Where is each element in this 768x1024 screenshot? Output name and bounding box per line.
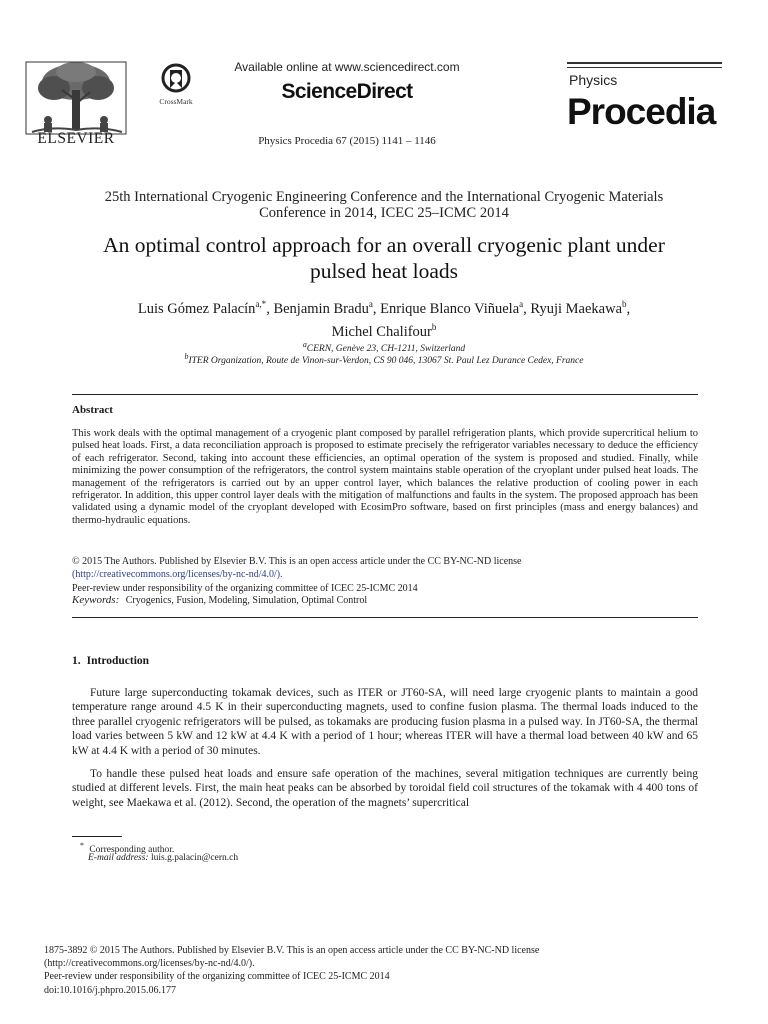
license-line: © 2015 The Authors. Published by Elsevier B.V. This is an open access article under the CC BY-NC-ND license: [72, 556, 522, 567]
footnote-rule: [72, 836, 122, 837]
section-title: Introduction: [86, 655, 150, 667]
author-separator: ,: [266, 300, 274, 317]
email-label: E-mail address:: [88, 853, 149, 863]
author-separator: ,: [523, 300, 531, 317]
abstract-bottom-rule: [72, 617, 698, 618]
footer-license-link[interactable]: (http://creativecommons.org/licenses/by-nc-nd/4.0/).: [44, 958, 255, 969]
peer-review-text: Peer-review under responsibility of the organizing committee of ICEC 25-ICMC 2014: [72, 583, 418, 594]
author-name: Enrique Blanco Viñuela: [380, 300, 520, 317]
affiliation-text: CERN, Genève 23, CH-1211, Switzerland: [306, 344, 466, 355]
title-line: pulsed heat loads: [309, 259, 459, 283]
author-affil-mark: a: [519, 299, 524, 309]
journal-brand-rule: [567, 62, 722, 64]
crossmark-label: CrossMark: [159, 97, 193, 106]
section-number: 1.: [72, 655, 81, 667]
conference-line: 25th International Cryogenic Engineering Conference and the International Cryogenic Materials: [104, 189, 664, 205]
available-online-text: Available online at www.sciencedirect.com: [234, 60, 460, 74]
keywords-list: Cryogenics, Fusion, Modeling, Simulation, Optimal Control: [125, 595, 368, 606]
journal-reference: Physics Procedia 67 (2015) 1141 – 1146: [258, 135, 436, 147]
body-paragraph: Future large superconducting tokamak devices, such as ITER or JT60-SA, will need large cryogenic plants to maintain a good temperature range around 4.5 K in their superconducting magnets, used to confine fusion plasma. The thermal loads induced to the three parallel cryogenic refrigerators will be pulsed, as tokamaks are producing fusion plasma in a pulsed way. In JT60-SA, the thermal load varies between 5 kW and 12 kW at 4.4 K with a period of 1 hour; whereas ITER will have a thermal load between 40 kW and 65 kW at 4.4 K with a period of 30 minutes.: [72, 687, 698, 757]
footer-doi[interactable]: doi:10.1016/j.phpro.2015.06.177: [44, 985, 176, 996]
abstract-text: This work deals with the optimal management of a cryogenic plant composed by parallel refrigeration plants, which provide supercritical helium to pulsed heat loads. First, a data reconciliation approach is proposed to estimate precisely the refrigerator variables necessary to deduce the efficiency of each refrigerator. Second, taking into account these efficiencies, an optimal operation of the system is proposed and studied. Finally, while minimizing the power consumption of the refrigerators, the control system maintains stable operation of the cryoplant under pulsed heat loads. The management of the refrigerators is carried out by an upper control layer, which balances the relative production of cooling power in each refrigerator. In addition, this upper control layer deals with the mitigation of malfunctions and faults in the system. The proposed approach has been validated using a dynamic model of the cryoplant developed with EcosimPro software, based on first principles (mass and energy balances) and thermo-hydraulic equations.: [72, 428, 698, 526]
author-affil-mark: a: [368, 299, 373, 309]
conference-line: Conference in 2014, ICEC 25–ICMC 2014: [259, 204, 509, 221]
journal-brand-big: Procedia: [567, 91, 716, 132]
author-list: [40, 295, 728, 342]
footnote-text: Corresponding author.: [89, 845, 175, 856]
affiliation-mark: b: [184, 352, 189, 361]
affiliation: [40, 352, 728, 366]
author-separator: ,: [372, 300, 381, 317]
footer-license: 1875-3892 © 2015 The Authors. Published by Elsevier B.V. This is an open access article under the CC BY-NC-ND license: [44, 945, 540, 956]
abstract-heading: Abstract: [72, 404, 113, 416]
paper-title: [40, 232, 728, 284]
keywords-label: Keywords:: [72, 594, 120, 606]
publisher-name: ELSEVIER: [37, 130, 115, 147]
author-name: Ryuji Maekawa: [530, 300, 623, 317]
affiliation-text: ITER Organization, Route de Vinon-sur-Verdon, CS 90 046, 13067 St. Paul Lez Durance Cedex, France: [188, 356, 584, 367]
author-name: Michel Chalifour: [331, 324, 432, 341]
crossmark-icon[interactable]: [150, 62, 202, 114]
author-name: Luis Gómez Palacín: [137, 300, 256, 317]
sciencedirect-logo: ScienceDirect: [281, 80, 413, 103]
abstract-top-rule: [72, 394, 698, 395]
author-affil-mark: a,*: [255, 299, 267, 309]
footer-peer-review: Peer-review under responsibility of the organizing committee of ICEC 25-ICMC 2014: [44, 971, 390, 982]
author-name: Benjamin Bradu: [273, 300, 369, 317]
journal-brand-rule: [567, 67, 722, 68]
email-address[interactable]: luis.g.palacin@cern.ch: [150, 853, 239, 863]
license-link[interactable]: (http://creativecommons.org/licenses/by-nc-nd/4.0/).: [72, 569, 283, 580]
conference-name: [40, 190, 728, 221]
footnote-mark: *: [80, 841, 84, 850]
affiliation-mark: a: [302, 340, 307, 349]
title-line: An optimal control approach for an overall cryogenic plant under: [103, 233, 665, 257]
author-affil-mark: b: [431, 322, 437, 333]
section-heading: [72, 655, 149, 667]
author-separator: ,: [626, 300, 631, 317]
author-affil-mark: b: [622, 299, 627, 309]
keywords: [72, 594, 698, 607]
footnote-email: [88, 853, 238, 863]
body-paragraph: To handle these pulsed heat loads and ensure safe operation of the machines, several mitigation techniques are currently being studied at different levels. First, the main heat peaks can be absorbed by toroidal field coil structures of the tokamak with 4 400 tons of weight, see Maekawa et al. (2012). Second, the operation of the magnets’ supercritical: [72, 768, 698, 809]
journal-brand-small: Physics: [569, 72, 618, 88]
